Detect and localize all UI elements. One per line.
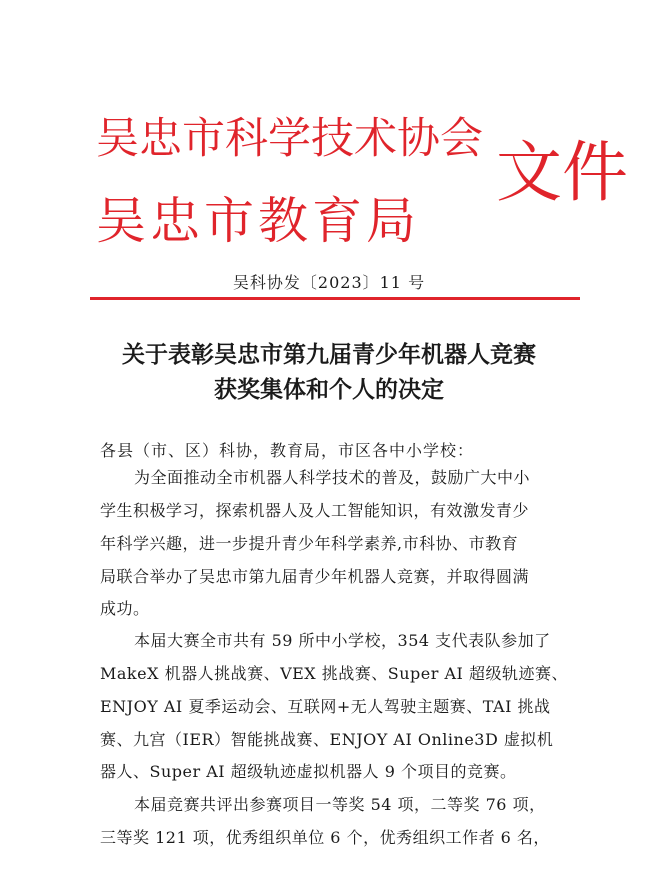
document-number: 吴科协发〔2023〕11 号 (232, 273, 426, 292)
body-text-line: 学生积极学习，探索机器人及人工智能知识，有效激发青少 (100, 501, 530, 520)
body-text-line: ENJOY AI 夏季运动会、互联网+无人驾驶主题赛、TAI 挑战 (100, 697, 551, 716)
salutation: 各县（市、区）科协，教育局，市区各中小学校： (100, 441, 475, 460)
body-text-line: 为全面推动全市机器人科学技术的普及，鼓励广大中小 (134, 468, 531, 487)
body-text-line: 年科学兴趣，进一步提升青少年科学素养,市科协、市教育 (100, 534, 519, 553)
document-title-line-1: 关于表彰吴忠市第九届青少年机器人竞赛 (122, 341, 536, 368)
document-title-line-2: 获奖集体和个人的决定 (214, 376, 444, 403)
body-text-line: 本届大赛全市共有 59 所中小学校，354 支代表队参加了 (134, 631, 551, 650)
body-text-line: 成功。 (100, 599, 150, 618)
issuer-science-association: 吴忠市科学技术协会 (96, 114, 483, 164)
body-text-line: 本届竞赛共评出参赛项目一等奖 54 项，二等奖 76 项， (134, 795, 546, 814)
body-text-line: 赛、九宫（IER）智能挑战赛、ENJOY AI Online3D 虚拟机 (100, 730, 554, 749)
document-type-label: 文件 (496, 134, 628, 211)
body-text-line: 器人、Super AI 超级轨迹虚拟机器人 9 个项目的竞赛。 (100, 762, 517, 781)
body-text-line: MakeX 机器人挑战赛、VEX 挑战赛、Super AI 超级轨迹赛、 (100, 664, 568, 683)
body-text-line: 局联合举办了吴忠市第九届青少年机器人竞赛，并取得圆满 (100, 567, 530, 586)
body-text-line: 三等奖 121 项，优秀组织单位 6 个，优秀组织工作者 6 名， (100, 828, 550, 847)
red-header-divider (90, 297, 580, 300)
issuer-education-bureau: 吴忠市教育局 (96, 192, 420, 250)
